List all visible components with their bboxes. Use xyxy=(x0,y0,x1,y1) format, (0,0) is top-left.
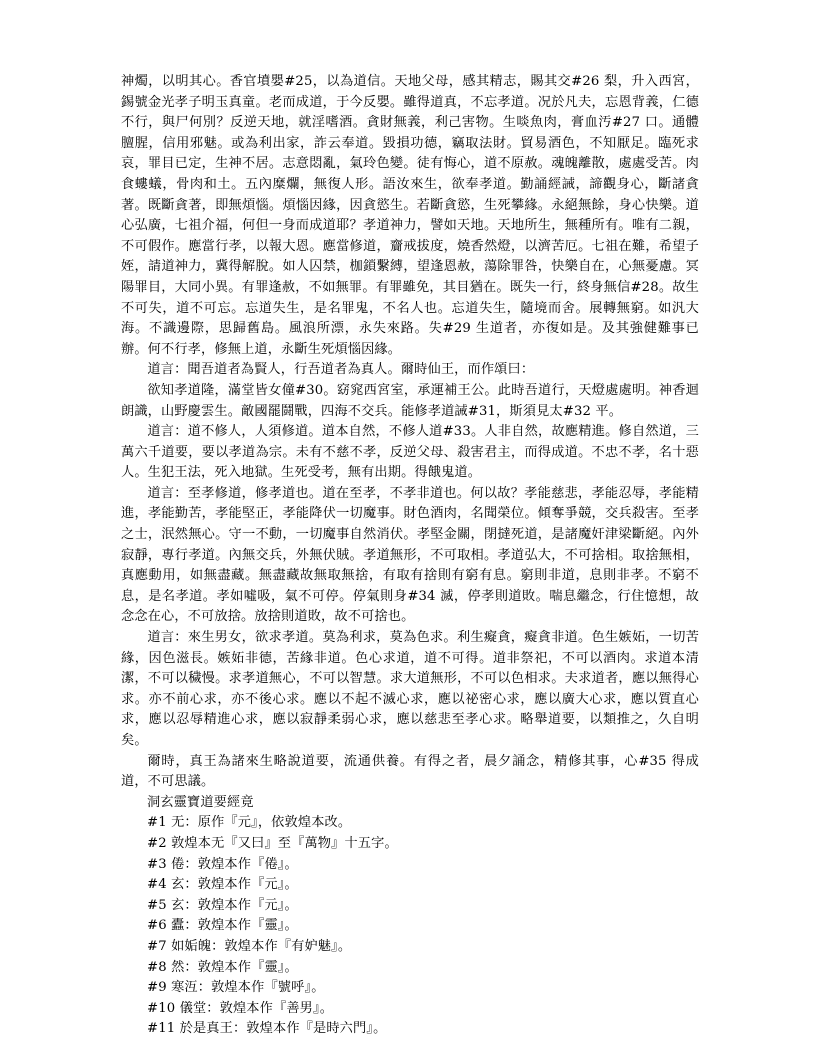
footnote-9: #9 寒沍：敦煌本作『號呼』。 xyxy=(147,980,325,996)
footnote-7: #7 如姤魄：敦煌本作『有妒魅』。 xyxy=(147,938,352,954)
paragraph-5: 道言：至孝修道，修孝道也。道在至孝，不孝非道也。何以故？孝能慈悲，孝能忍辱，孝能精進，孝能勤苦，孝能堅正，孝能降伏一切魔事。財色酒肉，名聞榮位。傾奪爭競，交兵殺害。至孝之士，泯然無心。守一不動，一切魔事自然消伏。孝堅金關，閉撻死道，是諸魔奸津梁斷絕。內外寂靜，專行孝道。內無交兵，外無伏賊。孝道無形，不可取相。孝道弘大，不可捨相。取捨無相，真應動用，如無盡藏。無盡藏故無取無捨，有取有捨則有窮有息。窮則非道，息則非孝。不窮不息，是名孝道。孝如噓吸，氣不可停。停氣則身#34 滅，停孝則道敗。喘息繼念，行住憶想，故念念在心，不可放捨。放捨則道敗，故不可捨也。 xyxy=(121,485,699,625)
scripture-end-title: 洞玄靈寶道要經竟 xyxy=(147,794,254,810)
footnote-5: #5 玄：敦煌本作『元』。 xyxy=(147,897,298,913)
paragraph-2: 道言：聞吾道者為賢人，行吾道者為真人。爾時仙王，而作頌曰： xyxy=(147,362,535,378)
footnote-3: #3 倦：敦煌本作『倦』。 xyxy=(147,856,298,872)
paragraph-7: 爾時，真王為諸來生略說道要，流通供養。有得之者，晨夕誦念，精修其事，心#35 得成道，不可思議。 xyxy=(121,753,699,790)
footnote-11: #11 於是真王：敦煌本作『是時六門』。 xyxy=(147,1021,387,1037)
footnote-4: #4 玄：敦煌本作『元』。 xyxy=(147,877,298,893)
footnote-10: #10 儀堂：敦煌本作『善男』。 xyxy=(147,1000,334,1016)
paragraph-3: 欲知孝道隆，滿堂皆女僮#30。窈窕西宮室，承運補王公。此時吾道行，天燈處處明。神香迴朗識，山野慶雲生。敵國罷鬪戰，四海不交兵。能修孝道誡#31，斯須見太#32 平。 xyxy=(121,382,699,419)
footnote-1: #1 无：原作『元』，依敦煌本改。 xyxy=(147,815,352,831)
footnote-8: #8 然：敦煌本作『靈』。 xyxy=(147,959,298,975)
paragraph-1: 神燭，以明其心。香官墳嬰#25，以為道信。天地父母，感其精志，賜其交#26 梨，升入西宮，錫號金光孝子明玉真童。老而成道，于今反嬰。雖得道真，不忘孝道。况於凡夫，忘恩背義，仁德不行，與尸何別？反逆天地，就淫嗜酒。貪財無義，利己害物。生啖魚肉，膏血汚#27 口。通體膻腥，信用邪魅。或為利出家，詐云奉道。毀損功德，竊取法財。貿易酒色，不知厭足。臨死求哀，罪目已定，生神不居。志意悶亂，氣玲色變。徒有悔心，道不原赦。魂魄離散，處處受苦。肉食螻蟻，骨肉和土。五內糜爛，無復人形。語汝來生，欲奉孝道。勤誦經誡，諦觀身心，斷諸貪著。既斷貪著，即無煩惱。煩惱因緣，因貪慾生。若斷貪慾，生死攀緣。永絕無餘，身心快樂。道心弘廣，七祖介福，何但一身而成道耶？孝道神力，譬如天地。天地所生，無種所有。唯有二親，不可假作。應當行孝，以報大恩。應當修道，齎戒拔度，燒香然燈，以濟苦厄。七祖在難，希望子姪，請道神力，冀得解脫。如人囚禁，枷鎖繫縛，望逢恩赦，蕩除罪咎，快樂自在，心無憂慮。冥陽罪目，大同小異。有罪逢赦，不如無罪。有罪雖免，其目猶在。既失一行，終身無信#28。故生不可失，道不可忘。忘道失生，是名罪鬼，不名人也。忘道失生，隨境而舍。展轉無窮。如汎大海。不識邊際，思歸舊島。風浪所漂，永失來路。失#29 生道者，亦復如是。及其強健難事已辦。何不行孝，修無上道，永斷生死煩惱因緣。 xyxy=(121,74,699,357)
document-body xyxy=(121,72,699,1040)
footnote-6: #6 蠹：敦煌本作『靈』。 xyxy=(147,918,298,934)
paragraph-6: 道言：來生男女，欲求孝道。莫為利求，莫為色求。利生癡貪，癡貪非道。色生嫉妬，一切苦緣，因色滋長。嫉妬非德，苦緣非道。色心求道，道不可得。道非祭祀，不可以酒肉。求道本清潔，不可以穢慢。求孝道無心，不可以智慧。求大道無形，不可以色相求。夫求道者，應以無得心求。亦不前心求，亦不後心求。應以不起不滅心求，應以祕密心求，應以廣大心求，應以質直心求，應以忍辱精進心求，應以寂靜柔弱心求，應以慈悲至孝心求。略舉道要，以類推之，久自明矣。 xyxy=(121,630,699,748)
footnote-2: #2 敦煌本无『又曰』至『萬物』十五字。 xyxy=(147,835,398,851)
paragraph-4: 道言：道不修人，人須修道。道本自然，不修人道#33。人非自然，故應精進。修自然道，三萬六千道要，要以孝道為宗。未有不慈不孝，反逆父母、殺害君主，而得成道。不忠不孝，名十惡人。生犯王法，死入地獄。生死受考，無有出期。得餓鬼道。 xyxy=(121,424,699,481)
